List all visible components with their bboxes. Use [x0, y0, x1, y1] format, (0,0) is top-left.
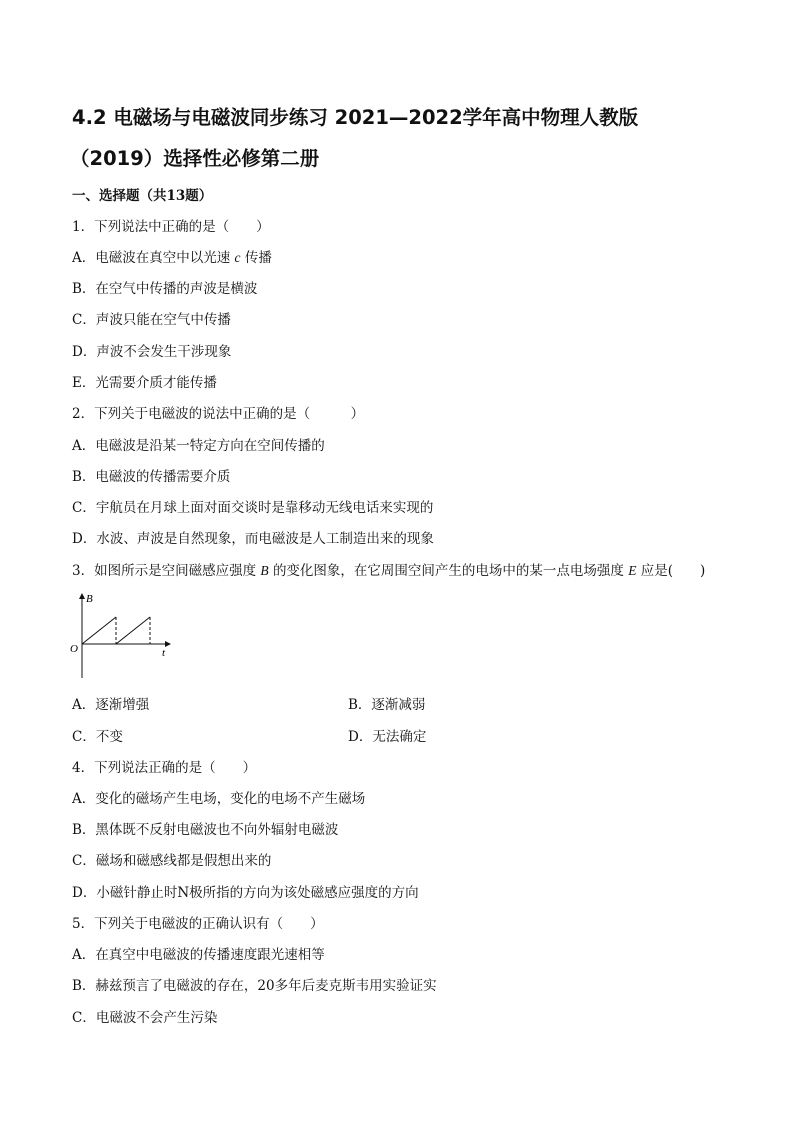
- q1-option-a: [72, 249, 272, 267]
- q5-option-a: A．在真空中电磁波的传播速度跟光速相等: [72, 947, 325, 963]
- q1-option-a-var: c: [234, 250, 241, 265]
- q1-option-a-post: 传播: [244, 250, 272, 266]
- graph-origin-label: O: [70, 643, 78, 655]
- q1-stem: 1．下列说法中正确的是（ ）: [72, 219, 270, 235]
- q4-stem: 4．下列说法正确的是（ ）: [72, 760, 257, 776]
- ramp-1: [82, 617, 116, 644]
- q3-stem-post: 应是( ): [640, 563, 706, 579]
- ramp-2: [116, 617, 150, 644]
- q5-option-c: C．电磁波不会产生污染: [72, 1010, 218, 1026]
- q1-option-b: B．在空气中传播的声波是横波: [72, 281, 258, 297]
- graph-x-label: t: [162, 647, 166, 659]
- q5-option-b: B．赫兹预言了电磁波的存在，20多年后麦克斯韦用实验证实: [72, 978, 437, 994]
- q2-option-b: B．电磁波的传播需要介质: [72, 469, 231, 485]
- q5-stem: 5．下列关于电磁波的正确认识有（ ）: [72, 916, 324, 932]
- q3-option-d: D．无法确定: [348, 729, 427, 745]
- section-heading: 一、选择题（共13题）: [72, 188, 213, 204]
- q1-option-d: D．声波不会发生干涉现象: [72, 344, 232, 360]
- q3-option-c: C．不变: [72, 729, 123, 745]
- graph-y-label: B: [86, 593, 93, 605]
- q2-option-c: C．宇航员在月球上面对面交谈时是靠移动无线电话来实现的: [72, 500, 434, 516]
- q3-stem: [72, 562, 705, 580]
- q3-var-b: B: [260, 563, 269, 578]
- q3-option-a: A．逐渐增强: [72, 697, 150, 713]
- q3-var-e: E: [628, 563, 637, 578]
- q3-stem-mid: 的变化图象，在它周围空间产生的电场中的某一点电场强度: [272, 563, 624, 579]
- document-title-line-1: 4.2 电磁场与电磁波同步练习 2021—2022学年高中物理人教版: [72, 106, 639, 129]
- q2-stem: 2．下列关于电磁波的说法中正确的是（ ）: [72, 406, 365, 422]
- q2-option-d: D．水波、声波是自然现象，而电磁波是人工制造出来的现象: [72, 531, 434, 547]
- q2-option-a: A．电磁波是沿某一特定方向在空间传播的: [72, 438, 325, 454]
- q3-stem-pre: 3．如图所示是空间磁感应强度: [72, 563, 257, 579]
- q3-option-b: B．逐渐减弱: [348, 697, 426, 713]
- q4-option-c: C．磁场和磁感线都是假想出来的: [72, 853, 272, 869]
- q4-option-a: A．变化的磁场产生电场，变化的电场不产生磁场: [72, 791, 366, 807]
- document-title-line-2: （2019）选择性必修第二册: [70, 147, 320, 170]
- q4-option-b: B．黑体既不反射电磁波也不向外辐射电磁波: [72, 822, 339, 838]
- q1-option-c: C．声波只能在空气中传播: [72, 312, 231, 328]
- q1-option-e: E．光需要介质才能传播: [72, 375, 217, 391]
- b-t-graph: [66, 590, 176, 682]
- q1-option-a-pre: A．电磁波在真空中以光速: [72, 250, 231, 266]
- q4-option-d: D．小磁针静止时N极所指的方向为该处磁感应强度的方向: [72, 885, 419, 901]
